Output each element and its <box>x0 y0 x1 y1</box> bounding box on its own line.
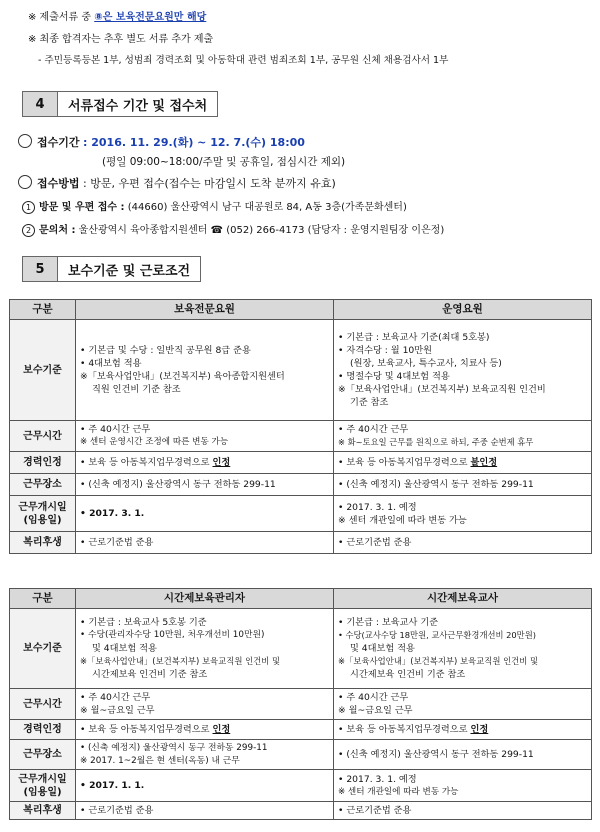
receipt-method-label: 접수방법 <box>37 177 80 190</box>
start-date-value: • 2017. 3. 1. <box>80 508 145 519</box>
section-4-header <box>22 91 218 117</box>
start-cell-operations <box>334 496 592 532</box>
visit-value: (44660) 울산광역시 남구 대공원로 84, A동 3층(가족문화센터) <box>127 202 407 213</box>
row-label-welfare: 복리후생 <box>10 532 76 554</box>
list-item: ※「보육사업안내」(보건복지부) 보육교직원 인건비 <box>338 384 546 395</box>
hours-cell-manager <box>76 689 334 720</box>
table-row-pay <box>10 320 592 421</box>
list-item: • 수당(관리자수당 10만원, 처우개선비 10만원) <box>80 630 265 640</box>
list-item: • 주 40시간 근무 <box>338 692 409 703</box>
note-final-pass: ※ 최종 합격자는 추후 별도 서류 추가 제출 <box>28 34 214 45</box>
list-item: • 2017. 3. 1. 예정 <box>338 501 417 513</box>
hours-cell-specialist <box>76 421 334 452</box>
row-label-place: 근무장소 <box>10 740 76 770</box>
pay-cell-manager <box>76 609 334 689</box>
table-row-start-date <box>10 770 592 802</box>
hours-cell-operations <box>334 421 592 452</box>
circled-number-2: 2 <box>22 224 35 237</box>
table-row-place <box>10 474 592 496</box>
conditions-table-2 <box>9 588 592 820</box>
welfare-cell-operations: • 근로기준법 준용 <box>334 532 592 554</box>
career-not-recognized: 불인정 <box>470 457 498 468</box>
place-cell-teacher: • (신축 예정지) 울산광역시 동구 전하동 299-11 <box>334 740 592 770</box>
list-item: ※ 월~금요일 근무 <box>338 705 413 716</box>
career-recognized: 인정 <box>212 457 231 468</box>
start-label-main: 근무개시일 <box>18 501 67 513</box>
row-label-career: 경력인정 <box>10 452 76 474</box>
pay-cell-operations <box>334 320 592 421</box>
list-item: 및 4대보험 적용 <box>92 643 157 654</box>
contact-value: 울산광역시 육아종합지원센터 ☎ (052) 266-4173 (담당자 : 운영지원팀장 이은정) <box>78 225 445 236</box>
place-cell-specialist: • (신축 예정지) 울산광역시 동구 전하동 299-11 <box>76 474 334 496</box>
note-documents: - 주민등록등본 1부, 성범죄 경력조회 및 아동학대 관련 범죄조회 1부, 공무원 신체 채용검사서 1부 <box>38 55 449 66</box>
table-row-hours <box>10 689 592 720</box>
table-row-pay <box>10 609 592 689</box>
list-item: (원장, 보육교사, 특수교사, 치료사 등) <box>350 358 502 369</box>
receipt-method-value: : 방문, 우편 접수(접수는 마감일시 도착 분까지 유효) <box>83 177 336 190</box>
receipt-method <box>18 175 336 191</box>
list-item: 시간제보육 인건비 기준 참조 <box>92 669 208 680</box>
header-parttime-manager: 시간제보육관리자 <box>76 589 334 609</box>
receipt-period-value: : 2016. 11. 29.(화) ~ 12. 7.(수) 18:00 <box>83 136 305 149</box>
row-label-place: 근무장소 <box>10 474 76 496</box>
list-item: ※「보육사업안내」(보건복지부) 보육교직원 인건비 및 <box>80 656 281 666</box>
row-label-career: 경력인정 <box>10 720 76 740</box>
header-operations-staff: 운영요원 <box>334 300 592 320</box>
list-item: 직원 인건비 기준 참조 <box>92 384 181 395</box>
career-cell-manager <box>76 720 334 740</box>
career-text: • 보육 등 아동복지업무경력으로 <box>338 724 468 735</box>
start-cell-manager <box>76 770 334 802</box>
start-cell-teacher <box>334 770 592 802</box>
section-4-title: 서류접수 기간 및 접수처 <box>58 91 218 117</box>
table-header-row <box>10 589 592 609</box>
header-category: 구분 <box>10 300 76 320</box>
row-label-start-date <box>10 770 76 802</box>
list-item: • 기본급 : 보육교사 기준 <box>338 617 439 628</box>
start-label-main: 근무개시일 <box>18 773 67 785</box>
circle-bullet-icon <box>18 134 32 148</box>
list-item: ※ 월~금요일 근무 <box>80 705 155 716</box>
table-row-place <box>10 740 592 770</box>
visit-mail-address <box>22 198 407 214</box>
career-recognized: 인정 <box>470 724 489 735</box>
header-parttime-teacher: 시간제보육교사 <box>334 589 592 609</box>
receipt-period <box>18 134 305 150</box>
welfare-cell-manager: • 근로기준법 준용 <box>76 802 334 820</box>
row-label-hours: 근무시간 <box>10 689 76 720</box>
start-cell-specialist <box>76 496 334 532</box>
table-row-welfare <box>10 532 592 554</box>
table-row-career <box>10 720 592 740</box>
career-cell-teacher <box>334 720 592 740</box>
row-label-pay: 보수기준 <box>10 609 76 689</box>
career-cell-specialist <box>76 452 334 474</box>
header-category: 구분 <box>10 589 76 609</box>
hours-cell-teacher <box>334 689 592 720</box>
table-row-hours <box>10 421 592 452</box>
list-item: 및 4대보험 적용 <box>350 643 415 654</box>
start-label-sub: (임용일) <box>23 786 62 798</box>
section-5-title: 보수기준 및 근로조건 <box>58 256 201 282</box>
list-item: • 주 40시간 근무 <box>80 424 151 435</box>
list-item: • 주 40시간 근무 <box>338 424 409 435</box>
list-item: • 명절수당 및 4대보험 적용 <box>338 371 450 382</box>
start-date-value: • 2017. 1. 1. <box>80 780 145 791</box>
place-cell-operations: • (신축 예정지) 울산광역시 동구 전하동 299-11 <box>334 474 592 496</box>
list-item: ※ 센터 운영시간 조정에 따른 변동 가능 <box>80 437 229 447</box>
start-label-sub: (임용일) <box>23 514 62 526</box>
career-recognized: 인정 <box>212 724 231 735</box>
list-item: ※ 2017. 1~2월은 현 센터(옥동) 내 근무 <box>80 755 240 766</box>
list-item: ※ 센터 개관일에 따라 변동 가능 <box>338 786 459 797</box>
contact-label: 문의처 : <box>39 225 76 236</box>
list-item: ※「보육사업안내」(보건복지부) 육아종합지원센터 <box>80 371 285 382</box>
list-item: ※ 화~토요일 근무를 원칙으로 하되, 주중 순번제 휴무 <box>338 437 534 447</box>
table-header-row <box>10 300 592 320</box>
circle-bullet-icon <box>18 175 32 189</box>
list-item: • (신축 예정지) 울산광역시 동구 전하동 299-11 <box>80 742 268 753</box>
list-item: • 4대보험 적용 <box>80 358 142 369</box>
list-item: ※「보육사업안내」(보건복지부) 보육교직원 인건비 및 <box>338 656 539 666</box>
table-row-welfare <box>10 802 592 820</box>
note-submission-prefix: ※ 제출서류 중 <box>28 12 92 23</box>
note-submission-highlight: ⑧은 보육전문요원만 해당 <box>94 12 207 23</box>
conditions-table-1 <box>9 299 592 554</box>
list-item: ※ 센터 개관일에 따라 변동 가능 <box>338 514 467 526</box>
list-item: 기준 참조 <box>350 397 389 408</box>
career-text: • 보육 등 아동복지업무경력으로 <box>338 457 468 468</box>
section-5-number: 5 <box>22 256 58 282</box>
list-item: • 2017. 3. 1. 예정 <box>338 773 417 785</box>
pay-cell-teacher <box>334 609 592 689</box>
table-row-career <box>10 452 592 474</box>
welfare-cell-specialist: • 근로기준법 준용 <box>76 532 334 554</box>
row-label-hours: 근무시간 <box>10 421 76 452</box>
pay-cell-specialist <box>76 320 334 421</box>
career-cell-operations <box>334 452 592 474</box>
career-text: • 보육 등 아동복지업무경력으로 <box>80 724 210 735</box>
row-label-pay: 보수기준 <box>10 320 76 421</box>
circled-number-1: 1 <box>22 201 35 214</box>
career-text: • 보육 등 아동복지업무경력으로 <box>80 457 210 468</box>
place-cell-manager <box>76 740 334 770</box>
list-item: • 기본급 : 보육교사 5호봉 기준 <box>80 617 207 628</box>
list-item: • 기본급 : 보육교사 기준(최대 5호봉) <box>338 332 490 343</box>
row-label-welfare: 복리후생 <box>10 802 76 820</box>
contact-info <box>22 221 444 237</box>
welfare-cell-teacher: • 근로기준법 준용 <box>334 802 592 820</box>
table-row-start-date <box>10 496 592 532</box>
list-item: • 주 40시간 근무 <box>80 692 151 703</box>
list-item: 시간제보육 인건비 기준 참조 <box>350 669 466 680</box>
list-item: • 자격수당 : 월 10만원 <box>338 345 433 356</box>
note-submission <box>28 8 206 23</box>
section-5-header <box>22 256 201 282</box>
row-label-start-date <box>10 496 76 532</box>
receipt-period-note: (평일 09:00~18:00/주말 및 공휴일, 점심시간 제외) <box>102 156 346 168</box>
list-item: • 수당(교사수당 18만원, 교사근무환경개선비 20만원) <box>338 630 536 640</box>
visit-label: 방문 및 우편 접수 : <box>39 202 125 213</box>
receipt-period-label: 접수기간 <box>37 136 80 149</box>
list-item: • 기본급 및 수당 : 일반직 공무원 8급 준용 <box>80 345 251 356</box>
header-childcare-specialist: 보육전문요원 <box>76 300 334 320</box>
section-4-number: 4 <box>22 91 58 117</box>
